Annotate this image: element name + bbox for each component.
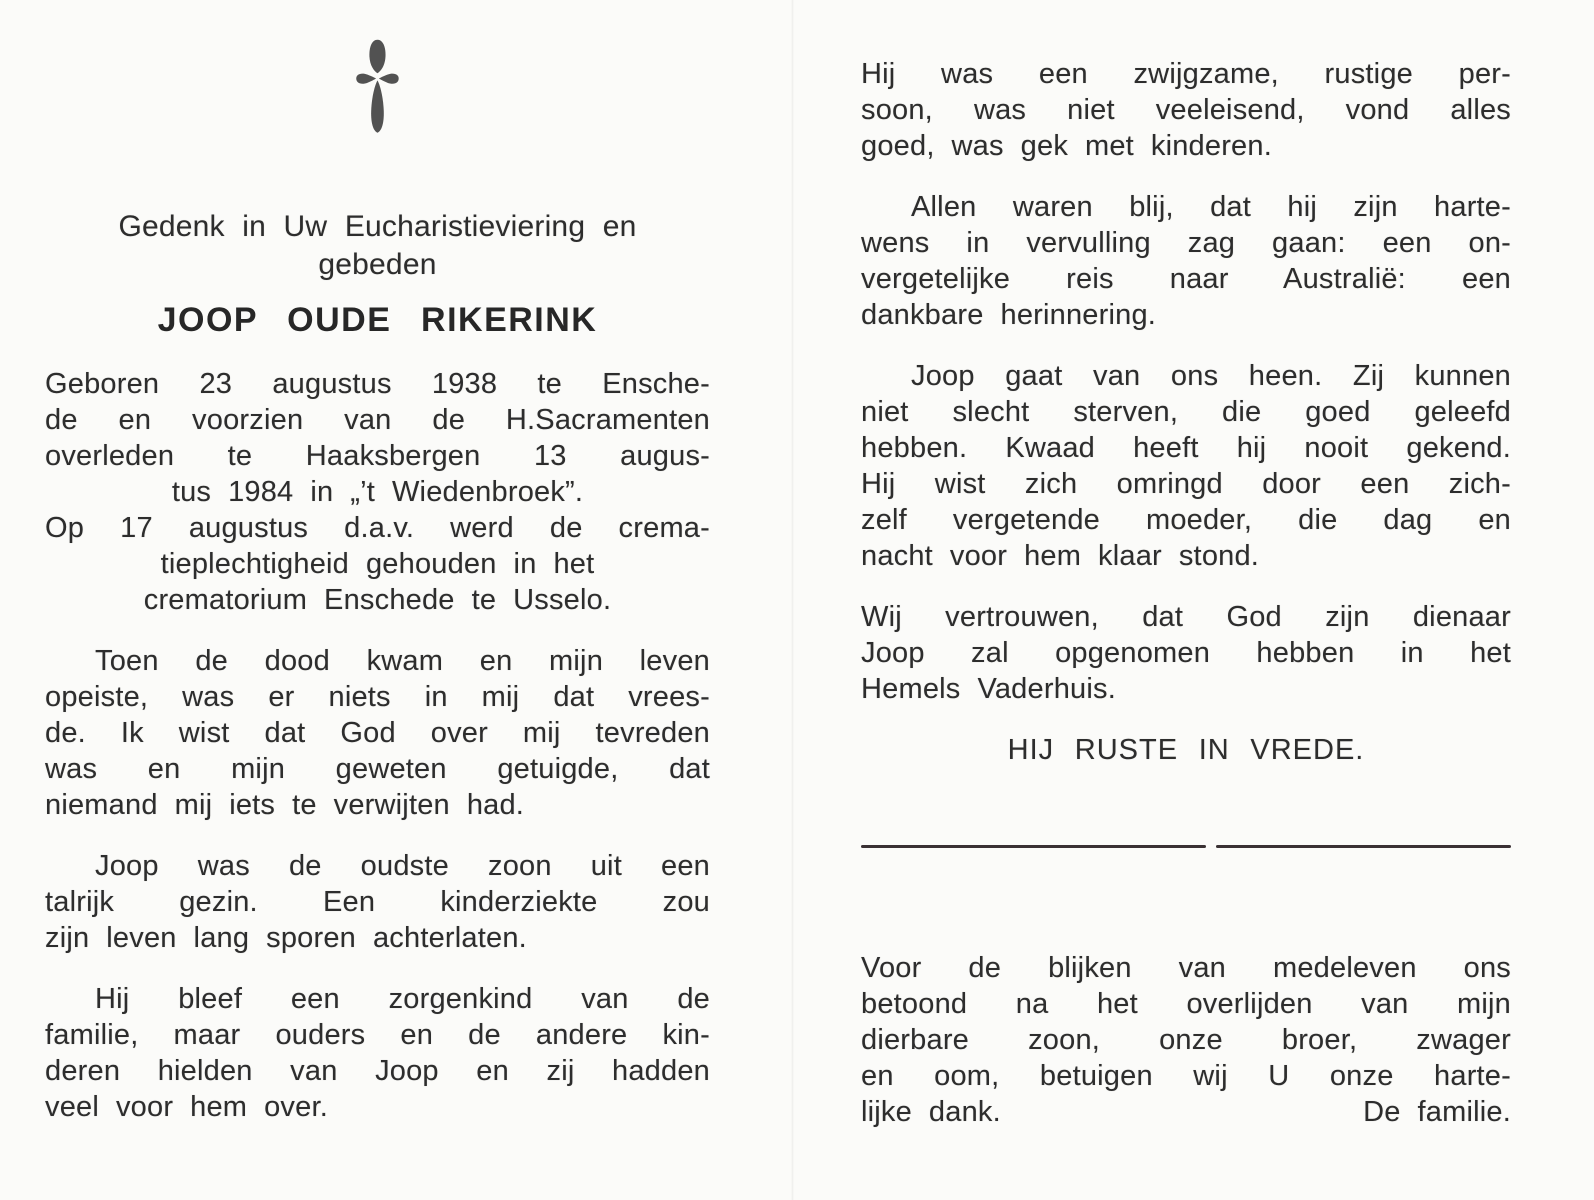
- text-line: Hemels Vaderhuis.: [861, 673, 1116, 705]
- paragraph: [45, 848, 710, 956]
- paragraph: [861, 189, 1511, 333]
- text-line: [861, 1094, 1511, 1130]
- text-line: gebeden: [318, 248, 437, 281]
- text-line: Voor de blijken van medeleven ons: [861, 952, 1511, 984]
- left-page-body: [45, 366, 710, 1125]
- text-line-left: lijke dank.: [861, 1096, 1001, 1128]
- right-page-body: [861, 0, 1511, 768]
- text-line: Hij was een zwijgzame, rustige per-: [861, 58, 1511, 90]
- text-line: niet slecht sterven, die goed geleefd: [861, 396, 1511, 428]
- text-line: Op 17 augustus d.a.v. werd de crema-: [45, 512, 710, 544]
- text-line: vergetelijke reis naar Australië: een: [861, 263, 1511, 295]
- text-line: de. Ik wist dat God over mij tevreden: [45, 717, 710, 749]
- divider-segment: [1216, 845, 1512, 848]
- text-line: soon, was niet veeleisend, vond alles: [861, 94, 1511, 126]
- text-line: goed, was gek met kinderen.: [861, 130, 1272, 162]
- acknowledgement-text: [861, 950, 1511, 1130]
- text-line: zijn leven lang sporen achterlaten.: [45, 922, 527, 954]
- text-line: HIJ RUSTE IN VREDE.: [1007, 734, 1365, 766]
- divider-segment: [861, 845, 1206, 848]
- deceased-name: JOOP OUDE RIKERINK: [157, 301, 598, 339]
- latin-cross-icon: [45, 36, 710, 138]
- text-line-right: De familie.: [1363, 1096, 1511, 1128]
- text-line: opeiste, was er niets in mij dat vrees-: [45, 681, 710, 713]
- paragraph: [45, 366, 710, 618]
- text-line: crematorium Enschede te Usselo.: [143, 584, 612, 616]
- paragraph: [861, 56, 1511, 164]
- horizontal-divider-line: [861, 844, 1511, 848]
- text-line: wens in vervulling zag gaan: een on-: [861, 227, 1511, 259]
- paragraph: [861, 358, 1511, 574]
- text-line: Toen de dood kwam en mijn leven: [95, 645, 710, 677]
- text-line: en oom, betuigen wij U onze harte-: [861, 1060, 1511, 1092]
- text-line: tieplechtigheid gehouden in het: [160, 548, 595, 580]
- paragraph: [861, 732, 1511, 768]
- text-line: Hij bleef een zorgenkind van de: [95, 983, 710, 1015]
- text-line: Gedenk in Uw Eucharistieviering en: [118, 210, 637, 243]
- text-line: Joop gaat van ons heen. Zij kunnen: [911, 360, 1511, 392]
- memorial-request-text: [45, 208, 710, 284]
- text-line: dankbare herinnering.: [861, 299, 1157, 331]
- text-line: Hij wist zich omringd door een zich-: [861, 468, 1511, 500]
- text-line: veel voor hem over.: [45, 1091, 328, 1123]
- paragraph: [861, 599, 1511, 707]
- text-line: Joop zal opgenomen hebben in het: [861, 637, 1511, 669]
- text-line: betoond na het overlijden van mijn: [861, 988, 1511, 1020]
- text-line: Joop was de oudste zoon uit een: [95, 850, 710, 882]
- right-page: [861, 0, 1511, 1130]
- text-line: dierbare zoon, onze broer, zwager: [861, 1024, 1511, 1056]
- card-fold-line: [791, 0, 794, 1200]
- text-line: zelf vergetende moeder, die dag en: [861, 504, 1511, 536]
- text-line: tus 1984 in „’t Wiedenbroek”.: [171, 476, 584, 508]
- paragraph: [45, 643, 710, 823]
- text-line: deren hielden van Joop en zij hadden: [45, 1055, 710, 1087]
- text-line: de en voorzien van de H.Sacramenten: [45, 404, 710, 436]
- paragraph: [45, 981, 710, 1125]
- text-line: talrijk gezin. Een kinderziekte zou: [45, 886, 710, 918]
- text-line: hebben. Kwaad heeft hij nooit gekend.: [861, 432, 1511, 464]
- text-line: Wij vertrouwen, dat God zijn dienaar: [861, 601, 1511, 633]
- text-line: Geboren 23 augustus 1938 te Ensche-: [45, 368, 710, 400]
- text-line: Allen waren blij, dat hij zijn harte-: [911, 191, 1511, 223]
- text-line: niemand mij iets te verwijten had.: [45, 789, 525, 821]
- paragraph: [861, 950, 1511, 1130]
- left-page: [45, 0, 710, 1125]
- text-line: nacht voor hem klaar stond.: [861, 540, 1260, 572]
- text-line: familie, maar ouders en de andere kin-: [45, 1019, 710, 1051]
- text-line: overleden te Haaksbergen 13 augus-: [45, 440, 710, 472]
- text-line: was en mijn geweten getuigde, dat: [45, 753, 710, 785]
